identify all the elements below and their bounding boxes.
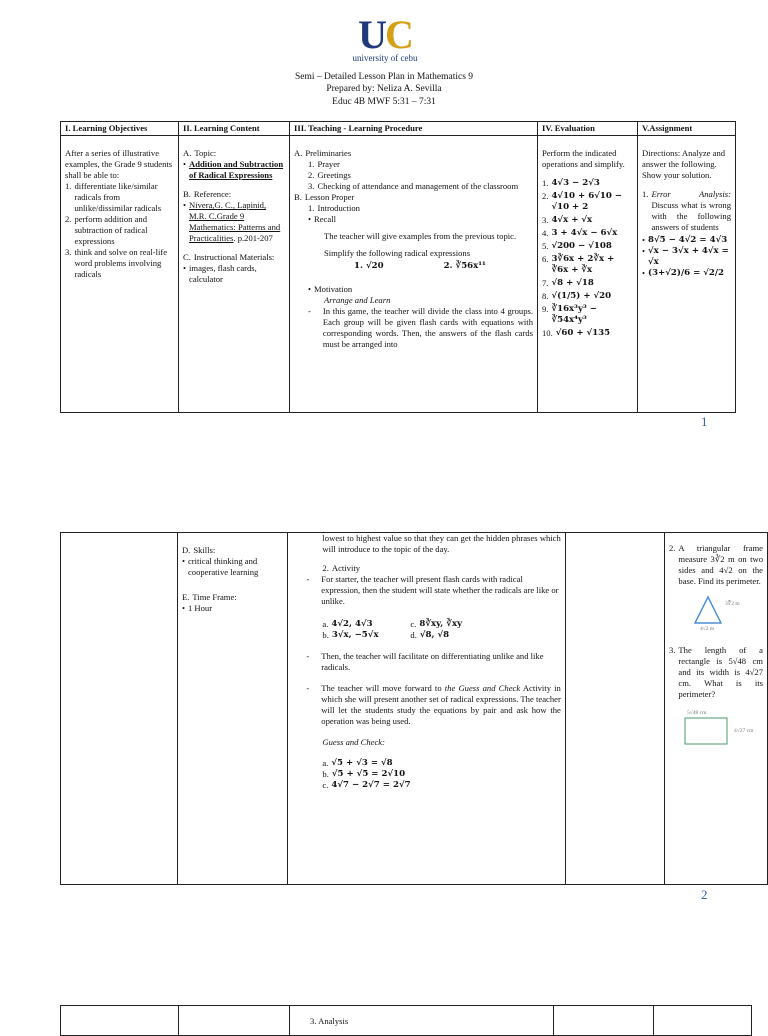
col-assignment: V.Assignment [638,122,736,136]
evaluation-item: 7. √8 + √18 [542,278,594,288]
introduction-heading: 1. Introduction [308,203,360,213]
evaluation-item: 5. √200 − √108 [542,241,612,251]
triangle-figure [691,595,753,631]
time-frame-item: • 1 Hour [181,603,213,613]
evaluation-item: 8. √(1/5) + √20 [542,291,612,301]
content-cell-page3 [179,1006,290,1036]
error-analysis-item: 1. Error Analysis: Discuss what is wrong with the following answers of students [642,189,731,232]
evaluation-cell-page2 [565,533,664,885]
prelim-item: 2. Greetings [308,170,351,180]
prelim-item: 3. Checking of attendance and management of the classroom [308,181,519,191]
objective-item: 1. differentiate like/similar radicals from unlike/dissimilar radicals [65,181,162,213]
lesson-plan-table-page2 [60,532,768,885]
flash-cards [322,619,560,641]
evaluation-intro: Perform the indicated operations and simplify. [542,148,625,169]
col-learning-objectives: I. Learning Objectives [61,122,179,136]
motivation-title: Arrange and Learn [324,295,391,305]
logo-letter-u: U [358,12,385,57]
evaluation-item: 10. √60 + √135 [542,328,611,338]
prelim-item: 1. Prayer [308,159,340,169]
procedure-cell [290,136,538,413]
rectangle-figure [683,708,763,748]
flash-card-a: a. 4√2, 4√3 [322,619,373,629]
class-schedule: Educ 4B MWF 5:31 – 7:31 [332,97,436,107]
rectangle-length-label: 5√48 cm [686,710,707,716]
objectives-list [65,181,174,280]
motivation-item: - In this game, the teacher will divide the class into 4 groups. Each group will be given flash cards with equations with corresponding words. Then, the answers of the flash cards must be arranged into [308,306,533,349]
reference-heading: B. Reference: [183,189,232,199]
error-bullet: • 8√5 − 4√2 = 4√3 [642,235,728,245]
topic-heading: A. Topic: [183,148,217,158]
skills-heading: D. Skills: [181,545,216,555]
motivation-continuation: lowest to highest value so that they can get the hidden phrases which will introduce to the topic of the day. [322,533,561,554]
reference-item: • Nivera,G. C., Lapinid, M.R. C.Grade 9 Mathematics: Patterns and Practicalities. p.201-207 [183,200,281,243]
evaluation-cell [538,136,638,413]
objective-item: 3. think and solve on real-life word problems involving radicals [65,247,168,279]
flash-card-c: c. 8∛xy, ∛xy [410,619,463,629]
preliminaries-heading: A. Preliminaries [294,148,352,158]
logo-subtitle: university of cebu [352,53,418,63]
simplify-instruction: Simplify the following radical expressions [324,248,471,258]
recall-text: The teacher will give examples from the previous topic. [324,231,517,241]
recall-example-2: 2. ∛56x¹¹ [443,261,486,271]
skills-item: • critical thinking and cooperative learning [181,556,259,577]
content-row-page2 [61,533,768,885]
assignment-cell-page3 [654,1006,752,1036]
evaluation-item: 4. 3 + 4√x − 6√x [542,228,618,238]
objective-item: 2. perform addition and subtraction of radical expressions [65,214,148,246]
flash-card-d: d. √8, √8 [410,630,450,640]
evaluation-list [542,178,633,339]
time-frame-heading: E. Time Frame: [181,592,237,602]
content-row-page3 [61,1006,752,1036]
content-cell-page2 [177,533,287,885]
content-cell [179,136,290,413]
materials-heading: C. Instructional Materials: [183,252,275,262]
lesson-plan-table-page1 [60,121,736,413]
col-learning-content: II. Learning Content [179,122,290,136]
recall-examples [294,261,533,272]
content-row [61,136,736,413]
recall-example-1: 1. √20 [354,261,384,271]
guess-check-b: b. √5 + √5 = 2√10 [322,769,406,779]
prepared-by: Prepared by: Neliza A. Sevilla [326,84,442,94]
rectangle-problem: 3. The length of a rectangle is 5√48 cm and its width is 4√27 cm. What is its perimeter? [668,645,763,699]
error-bullet: • √x − 3√x + 4√x = √x [642,246,729,267]
evaluation-item: 2. 4√10 + 6√10 − √10 + 2 [542,191,623,212]
evaluation-item: 3. 4√x + √x [542,215,593,225]
triangle-problem: 2. A triangular frame measure 3∛2 m on two sides and 4√2 on the base. Find its perimeter. [668,543,763,586]
topic-item: • Addition and Subtraction of Radical Expressions [183,159,284,180]
page-number-2: 2 [701,887,708,902]
rectangle-width-label: 4√27 cm [733,728,754,734]
col-teaching-procedure: III. Teaching - Learning Procedure [290,122,538,136]
lesson-proper-heading: B. Lesson Proper [294,192,355,202]
error-bullet: • (3+√2)/6 = √2/2 [642,268,725,278]
lesson-title: Semi – Detailed Lesson Plan in Mathematics 9 [294,72,474,82]
analysis-heading: 3. Analysis [310,1016,349,1026]
evaluation-item: 9. ∛16x³y³ − ∛54x⁴y³ [542,304,597,325]
objectives-intro: After a series of illustrative examples, the Grade 9 students shall be able to: [65,148,173,180]
logo-letter-c: C [385,12,412,57]
guess-check-a: a. √5 + √3 = √8 [322,758,393,768]
guess-check-item: - The teacher will move forward to the Guess and Check Activity in which she will present another set of radical expressions. The teacher will let the students study the equations by pair and ask how the operation was being used. [306,683,561,726]
col-evaluation: IV. Evaluation [538,122,638,136]
evaluation-cell-page3 [554,1006,654,1036]
activity-item: - For starter, the teacher will present flash cards with radical expression, then the student will state whether the radicals are like or unlike. [306,574,559,606]
objectives-cell-page2 [61,533,178,885]
university-logo [340,12,430,70]
assignment-cell [638,136,736,413]
triangle-side-label: 3∛2 m [724,601,740,607]
procedure-cell-page2 [288,533,565,885]
assignment-cell-page2 [664,533,767,885]
guess-check-c: c. 4√7 − 2√7 = 2√7 [322,780,411,790]
materials-item: • images, flash cards, calculator [183,263,257,284]
evaluation-item: 6. 3∛6x + 2∛x + ∛6x + ∛x [542,254,615,275]
assignment-intro: Directions: Analyze and answer the following. Show your solution. [642,148,726,180]
guess-check-title: Guess and Check: [322,737,385,747]
guess-check-list [322,758,560,791]
flash-card-b: b. 3√x, −5√x [322,630,379,640]
page-number-1: 1 [701,414,708,429]
lesson-plan-table-page3 [60,1005,752,1036]
header-row [61,122,736,136]
error-analysis-bullets [642,235,731,279]
motivation-heading: • Motivation [308,284,353,294]
facilitate-item: - Then, the teacher will facilitate on differentiating unlike and like radicals. [306,651,544,672]
objectives-cell-page3 [61,1006,179,1036]
procedure-cell-page3 [290,1006,554,1036]
triangle-base-label: 4√2 m [699,626,715,631]
recall-heading: • Recall [308,214,336,224]
preliminaries-list [294,159,533,192]
activity-heading: 2. Activity [322,563,361,573]
objectives-cell [61,136,179,413]
evaluation-item: 1. 4√3 − 2√3 [542,178,600,188]
